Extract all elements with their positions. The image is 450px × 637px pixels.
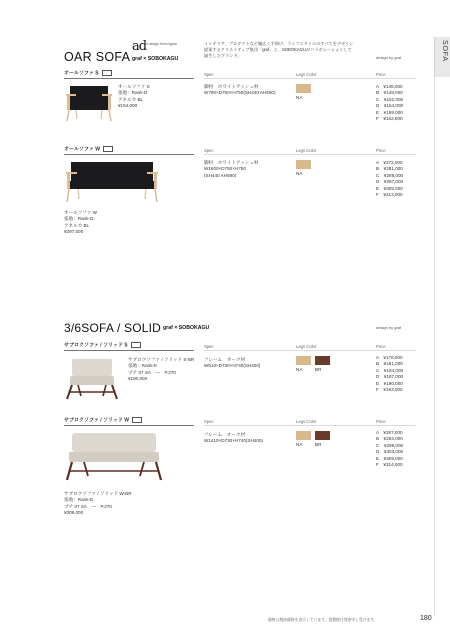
price-row: E ¥305,000 — [376, 185, 403, 191]
brand-collab-logo-solid: graf × SOBOKAGU — [163, 325, 210, 331]
price-row: F ¥162,000 — [376, 115, 403, 121]
price-row: C ¥289,000 — [376, 172, 404, 178]
leg-swatch-br — [315, 356, 330, 365]
intro-line: 誕生したブランド。 — [204, 53, 242, 59]
price-row: F ¥314,000 — [376, 461, 403, 467]
product-divider — [64, 154, 194, 155]
price-row: A ¥287,000 — [376, 430, 403, 435]
product-desc-solid-s — [128, 357, 194, 383]
spec-divider — [204, 78, 416, 79]
leg-label-na: NA — [296, 171, 303, 176]
price-row: B ¥181,000 — [376, 361, 403, 367]
price-row: C ¥151,000 — [376, 96, 404, 102]
leg-label-na: NA — [296, 442, 303, 447]
product-desc-oar-s — [118, 84, 150, 110]
leg-swatch-na — [296, 84, 311, 93]
spec-solid-w — [204, 432, 263, 445]
section-title-oar: OAR SOFA — [64, 50, 131, 64]
desc-line: アネルカ BL — [64, 222, 90, 228]
desc-line: プチ 07 SA ― P.270 — [64, 503, 112, 509]
spec-line: フレーム オーク材 — [204, 432, 246, 437]
product-name-solid-w: サブロクソファ / ソリッド W — [64, 417, 142, 424]
price-row: A ¥178,000 — [376, 355, 403, 360]
desc-line: サブロクソファ / ソリッド S-BR — [128, 357, 195, 362]
leg-swatch-na — [296, 160, 311, 169]
price-row: D ¥297,000 — [376, 179, 404, 185]
spec-line: W790×D750×H750(SH440 AH590) — [204, 90, 276, 96]
price-row: B ¥293,000 — [376, 436, 403, 442]
price-list-solid-s — [376, 355, 403, 393]
desc-line: ¥154,000 — [118, 103, 138, 109]
oar-sofa-w-image — [64, 158, 160, 204]
desc-line: アネルカ BL — [118, 96, 144, 102]
design-credit-solid: design by graf — [376, 325, 402, 330]
spec-line: W1410×D730×H740(SH400) — [204, 438, 263, 444]
desc-line: サブロクソファ / ソリッド W-BR — [64, 491, 132, 496]
ad-brand-logo: ad — [132, 39, 147, 54]
price-row: B ¥281,000 — [376, 166, 403, 172]
leg-label-na: NA — [296, 367, 303, 372]
truck-icon — [102, 70, 112, 76]
spec-solid-s — [204, 357, 260, 370]
legs-header: Legs Color — [296, 344, 317, 349]
spec-header: Spec — [204, 148, 214, 153]
desc-line: 張地：Rank-D — [64, 216, 94, 222]
solid-sofa-s-image — [64, 356, 120, 402]
ad-brand-subtitle: a design from nigata — [146, 42, 177, 46]
price-row: E ¥309,000 — [376, 455, 403, 461]
spec-header: Spec — [204, 344, 214, 349]
price-header: Price — [376, 148, 386, 153]
price-row: A ¥272,000 — [376, 160, 403, 165]
design-credit-oar: design by graf — [376, 55, 402, 60]
footer-tax-note: 価格は税抜価格を表示しています。消費税は別途申し受けます。 — [268, 618, 378, 622]
desc-line: ¥297,000 — [64, 229, 84, 235]
desc-line: 張地：Rank-E — [64, 497, 94, 503]
desc-line: プチ 07 SA ― P.270 — [128, 369, 176, 375]
product-name-solid-s: サブロクソファ / ソリッド S — [64, 342, 141, 349]
product-desc-solid-w — [64, 491, 132, 517]
product-divider — [64, 350, 194, 351]
section-title-solid: 3/6SOFA / SOLID — [64, 321, 162, 335]
truck-icon — [131, 342, 141, 348]
legs-header: Legs Color — [296, 419, 317, 424]
price-list-solid-w — [376, 430, 403, 468]
price-row: F ¥193,000 — [376, 386, 403, 392]
spec-oar-s — [204, 84, 276, 97]
truck-icon — [103, 146, 113, 152]
price-row: D ¥154,000 — [376, 103, 404, 109]
desc-line: 張地：Rank-E — [128, 363, 158, 369]
desc-line: ¥309,000 — [64, 510, 84, 516]
product-divider — [64, 425, 194, 426]
solid-sofa-w-image — [64, 431, 164, 483]
spec-divider — [204, 350, 416, 351]
price-row: D ¥303,000 — [376, 449, 404, 455]
price-list-oar-s — [376, 84, 403, 122]
price-header: Price — [376, 344, 386, 349]
right-margin-line — [434, 37, 435, 617]
leg-label-na: NA — [296, 95, 303, 100]
spec-oar-w — [204, 160, 258, 179]
product-desc-oar-w — [64, 210, 97, 236]
price-row: B ¥148,000 — [376, 90, 403, 96]
spec-line: 脚材 ホワイトアッシュ材 — [204, 84, 259, 89]
intro-line: インテリア、プロダクトなど幅広く手掛け、ライフスタイルのすべてをデザイン — [204, 41, 354, 46]
product-divider — [64, 78, 194, 79]
brand-intro — [204, 41, 354, 60]
price-row: C ¥298,000 — [376, 442, 404, 448]
leg-label-br: BR — [315, 442, 322, 447]
spec-header: Spec — [204, 419, 214, 424]
price-row: C ¥184,000 — [376, 367, 404, 373]
spec-line: W610×D730×H740(SH400) — [204, 363, 261, 369]
spec-line: 脚材 ホワイトアッシュ材 — [204, 160, 259, 165]
leg-swatch-br — [315, 431, 330, 440]
spec-divider — [204, 425, 416, 426]
leg-swatch-na — [296, 356, 311, 365]
price-row: D ¥187,000 — [376, 374, 404, 380]
truck-icon — [132, 417, 142, 423]
intro-line: 提案するクリエイティブ集団「graf」と、SOBOKAGUがコラボレーションして — [204, 47, 352, 53]
desc-line: ¥190,000 — [128, 376, 148, 382]
desc-line: オールソファ W — [64, 210, 97, 215]
spec-divider — [204, 154, 416, 155]
leg-label-br: BR — [315, 367, 322, 372]
spec-header: Spec — [204, 72, 214, 77]
price-row: A ¥145,000 — [376, 84, 403, 89]
leg-swatch-na — [296, 431, 311, 440]
spec-line: フレーム オーク材 — [204, 357, 246, 362]
legs-header: Legs Color — [296, 148, 317, 153]
price-row: E ¥159,000 — [376, 109, 403, 115]
page-number: 180 — [420, 615, 432, 622]
product-name-oar-s: オールソファ S — [64, 70, 112, 77]
legs-header: Legs Color — [296, 72, 317, 77]
price-row: F ¥313,000 — [376, 191, 403, 197]
product-name-oar-w: オールソファ W — [64, 146, 113, 153]
price-header: Price — [376, 72, 386, 77]
desc-line: 張地：Rank-D — [118, 90, 148, 96]
price-row: E ¥190,000 — [376, 380, 403, 386]
desc-line: オールソファ S — [118, 84, 150, 89]
spec-line: W1600×D750×H750 — [204, 166, 246, 172]
side-category-label: SOFA — [441, 40, 448, 62]
brand-collab-logo: graf × SOBOKAGU — [132, 56, 179, 62]
spec-line: (SH440 AH590) — [204, 172, 237, 178]
oar-sofa-s-image — [64, 82, 114, 122]
price-list-oar-w — [376, 160, 403, 198]
price-header: Price — [376, 419, 386, 424]
